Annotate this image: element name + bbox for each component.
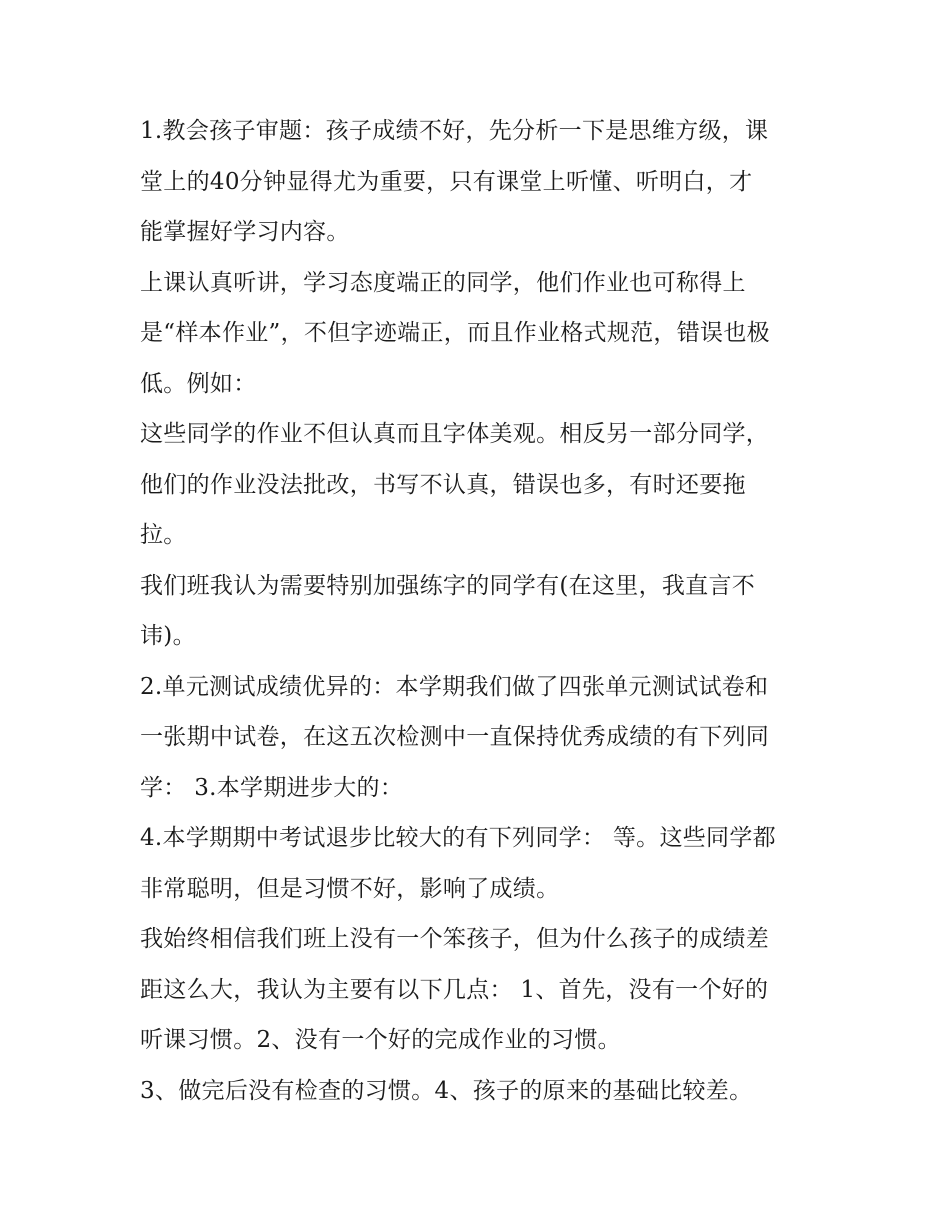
text-line: 上课认真听讲，学习态度端正的同学，他们作业也可称得上 — [140, 269, 746, 296]
text-line: 非常聪明，但是习惯不好，影响了成绩。 — [140, 875, 560, 902]
text-line: 听课习惯。2、没有一个好的完成作业的习惯。 — [140, 1027, 621, 1053]
body-text — [140, 106, 820, 1116]
text-line: 讳)。 — [140, 623, 196, 649]
text-line: 3、做完后没有检查的习惯。4、孩子的原来的基础比较差。 — [140, 1077, 753, 1104]
text-line: 学： 3.本学期进步大的： — [140, 774, 404, 801]
text-line: 能掌握好学习内容。 — [140, 219, 350, 245]
text-line: 这些同学的作业不但认真而且字体美观。相反另一部分同学， — [140, 421, 770, 447]
text-line: 拉。 — [140, 522, 187, 548]
text-line: 一张期中试卷，在这五次检测中一直保持优秀成绩的有下列同 — [140, 724, 770, 750]
text-line: 他们的作业没法批改，书写不认真，错误也多，有时还要拖 — [140, 471, 746, 498]
text-line: 4.本学期期中考试退步比较大的有下列同学： 等。这些同学都 — [140, 825, 776, 851]
text-line: 2.单元测试成绩优异的：本学期我们做了四张单元测试试卷和 — [140, 673, 769, 700]
text-line: 堂上的40分钟显得尤为重要，只有课堂上听懂、听明白，才 — [140, 168, 753, 195]
text-line: 我们班我认为需要特别加强练字的同学有(在这里，我直言不 — [140, 572, 756, 599]
text-line: 距这么大，我认为主要有以下几点： 1、首先，没有一个好的 — [140, 976, 769, 1003]
text-line: 我始终相信我们班上没有一个笨孩子，但为什么孩子的成绩差 — [140, 926, 770, 952]
text-line: 1.教会孩子审题：孩子成绩不好，先分析一下是思维方级，课 — [140, 118, 769, 144]
text-line: 低。例如： — [140, 370, 257, 397]
text-line: 是“样本作业”，不但字迹端正，而且作业格式规范，错误也极 — [140, 320, 770, 346]
